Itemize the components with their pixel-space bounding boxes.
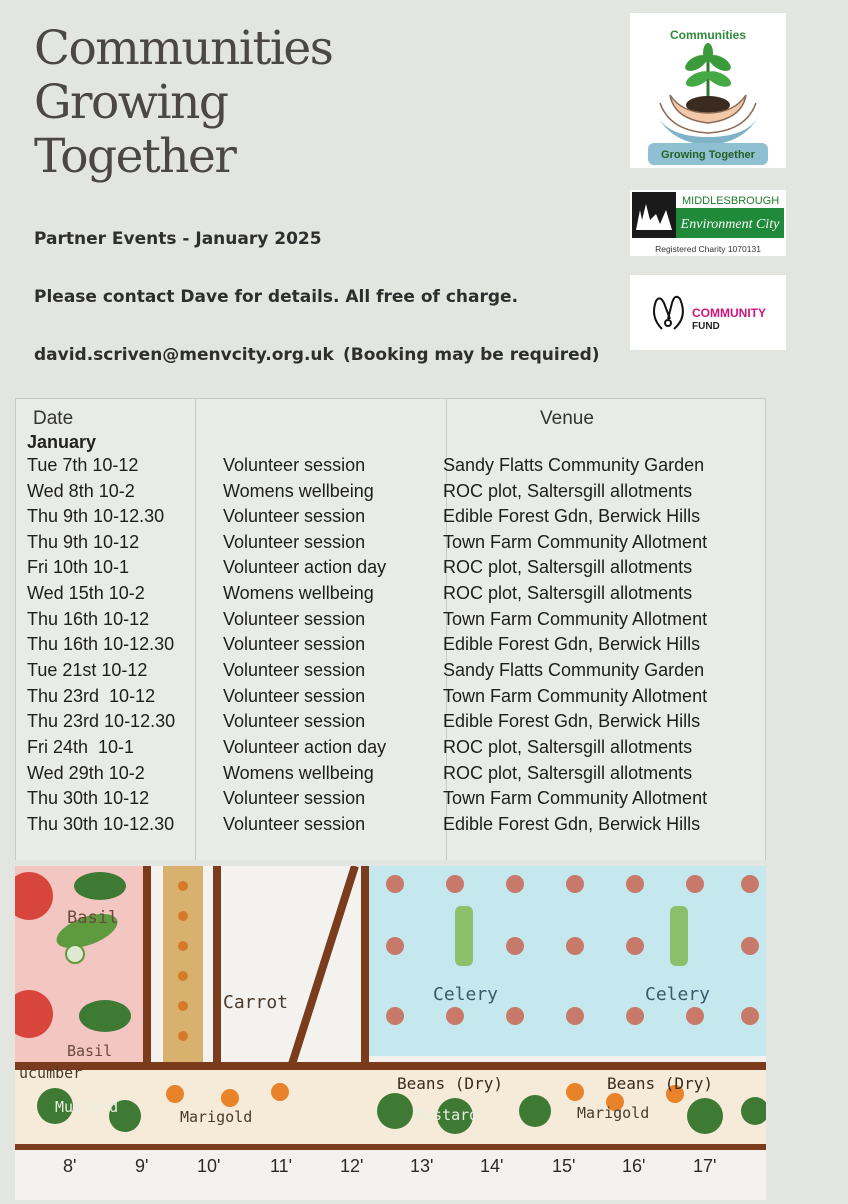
celery-icon [455, 906, 473, 966]
row-date: Thu 16th 10-12.30 [27, 634, 175, 654]
row-activity: Volunteer session [223, 660, 366, 680]
plant-label: ucumber [19, 1064, 83, 1082]
cgt-top-text: Communities [669, 28, 747, 42]
row-date: Wed 8th 10-2 [27, 481, 135, 501]
skyline-icon [632, 192, 676, 238]
table-row [0, 686, 848, 712]
mec-line2: Environment City [680, 217, 780, 232]
subtitle: Partner Events - January 2025 [34, 229, 322, 249]
table-row [0, 634, 848, 660]
row-activity: Womens wellbeing [223, 481, 374, 501]
ruler-tick: 11' [270, 1156, 293, 1176]
plant-label: Mustard [415, 1106, 479, 1124]
mec-line1: MIDDLESBROUGH [682, 195, 780, 207]
row-venue: Town Farm Community Allotment [443, 686, 708, 706]
title-line: Growing [34, 75, 228, 130]
ruler-tick: 12' [340, 1156, 364, 1176]
row-date: Thu 23rd 10-12 [27, 686, 156, 706]
fund-line2: FUND [692, 321, 720, 332]
contact-note: Please contact Dave for details. All free of charge. [34, 287, 519, 307]
cgt-logo [630, 13, 786, 168]
cgt-bottom-text: Growing Together [661, 149, 755, 161]
row-date: Fri 24th 10-1 [27, 737, 135, 757]
row-date: Thu 30th 10-12 [27, 788, 150, 808]
mec-line3: Registered Charity 1070131 [655, 244, 761, 254]
row-activity: Volunteer session [223, 634, 366, 654]
table-row [0, 814, 848, 840]
row-venue: Town Farm Community Allotment [443, 788, 708, 808]
row-date: Wed 29th 10-2 [27, 763, 145, 783]
row-venue: Sandy Flatts Community Garden [443, 660, 705, 680]
row-activity: Womens wellbeing [223, 763, 374, 783]
measurement-ruler [15, 1148, 766, 1188]
ruler-tick: 13' [410, 1156, 434, 1176]
basil-leaf-icon [79, 1000, 131, 1032]
crossed-fingers-icon [654, 297, 683, 329]
row-venue: ROC plot, Saltersgill allotments [443, 737, 693, 757]
community-fund-logo [630, 275, 786, 350]
row-venue: Sandy Flatts Community Garden [443, 455, 705, 475]
row-activity: Womens wellbeing [223, 583, 374, 603]
table-row [0, 557, 848, 583]
table-row [0, 506, 848, 532]
row-venue: ROC plot, Saltersgill allotments [443, 583, 693, 603]
month-label: January [27, 432, 97, 452]
table-row [0, 788, 848, 814]
row-activity: Volunteer session [223, 814, 366, 834]
hands-plant-icon [630, 13, 786, 168]
row-date: Wed 15th 10-2 [27, 583, 145, 603]
ruler-tick: 16' [622, 1156, 646, 1176]
row-activity: Volunteer session [223, 686, 366, 706]
plant-label: Basil [67, 1042, 113, 1060]
row-venue: Edible Forest Gdn, Berwick Hills [443, 506, 701, 526]
row-venue: Edible Forest Gdn, Berwick Hills [443, 711, 701, 731]
ruler-tick: 14' [480, 1156, 504, 1176]
ruler-tick: 15' [552, 1156, 576, 1176]
table-row [0, 455, 848, 481]
ruler-tick: 10' [197, 1156, 221, 1176]
table-row [0, 583, 848, 609]
ruler-tick: 9' [135, 1156, 149, 1176]
email-link[interactable]: david.scriven@menvcity.org.uk [34, 345, 334, 365]
row-activity: Volunteer session [223, 609, 366, 629]
col-header-venue: Venue [540, 408, 594, 429]
row-date: Tue 7th 10-12 [27, 455, 139, 475]
col-header-date: Date [33, 408, 74, 429]
plant-label: Mustard [55, 1098, 119, 1116]
table-row [0, 763, 848, 789]
row-date: Thu 16th 10-12 [27, 609, 150, 629]
fund-line1: COMMUNITY [692, 306, 766, 320]
basil-leaf-icon [74, 872, 126, 900]
row-activity: Volunteer session [223, 455, 366, 475]
table-row [0, 609, 848, 635]
table-row [0, 660, 848, 686]
title-line: Together [34, 129, 236, 184]
ruler-tick: 8' [63, 1156, 77, 1176]
row-date: Thu 9th 10-12.30 [27, 506, 165, 526]
row-venue: Town Farm Community Allotment [443, 532, 708, 552]
table-row [0, 481, 848, 507]
row-venue: ROC plot, Saltersgill allotments [443, 557, 693, 577]
row-activity: Volunteer action day [223, 557, 387, 577]
plant-label: Celery [645, 984, 711, 1005]
row-date: Thu 9th 10-12 [27, 532, 140, 552]
table-row [0, 711, 848, 737]
row-activity: Volunteer session [223, 788, 366, 808]
plant-label: Beans (Dry) [607, 1074, 713, 1093]
row-venue: Edible Forest Gdn, Berwick Hills [443, 634, 701, 654]
plant-label: Celery [433, 984, 499, 1005]
row-venue: ROC plot, Saltersgill allotments [443, 481, 693, 501]
table-row [0, 737, 848, 763]
row-activity: Volunteer session [223, 506, 366, 526]
table-row [0, 532, 848, 558]
row-date: Thu 30th 10-12.30 [27, 814, 175, 834]
title-line: Communities [34, 21, 333, 76]
celery-icon [670, 906, 688, 966]
row-date: Fri 10th 10-1 [27, 557, 130, 577]
plant-label: Basil [67, 908, 119, 928]
plant-label: Carrot [223, 992, 289, 1013]
row-venue: Town Farm Community Allotment [443, 609, 708, 629]
row-activity: Volunteer session [223, 532, 366, 552]
ruler-tick: 17' [693, 1156, 717, 1176]
row-date: Tue 21st 10-12 [27, 660, 148, 680]
booking-note: (Booking may be required) [343, 345, 600, 365]
row-activity: Volunteer session [223, 711, 366, 731]
mec-logo [630, 190, 786, 256]
plant-label: Marigold [180, 1108, 253, 1126]
row-venue: Edible Forest Gdn, Berwick Hills [443, 814, 701, 834]
table-top-border [15, 398, 766, 399]
row-venue: ROC plot, Saltersgill allotments [443, 763, 693, 783]
row-date: Thu 23rd 10-12.30 [27, 711, 176, 731]
plant-label: Marigold [577, 1104, 650, 1122]
row-activity: Volunteer action day [223, 737, 387, 757]
page-title [34, 22, 454, 184]
plant-label: Beans (Dry) [397, 1074, 503, 1093]
